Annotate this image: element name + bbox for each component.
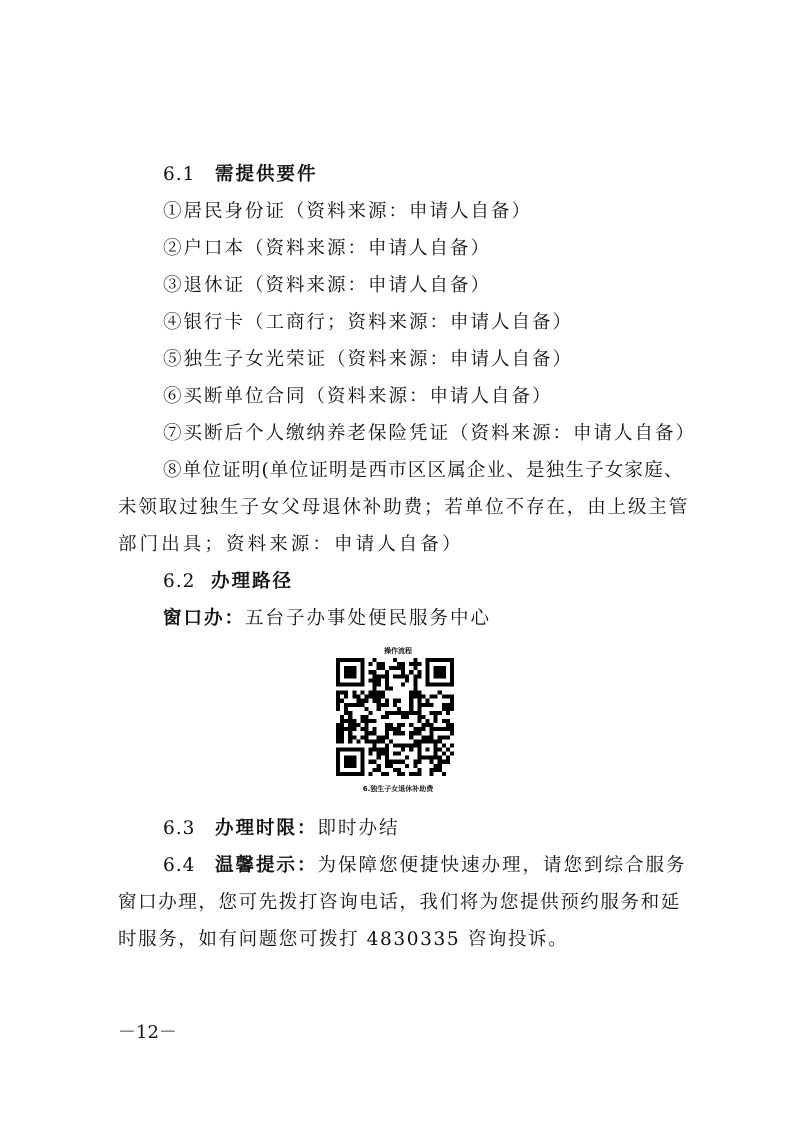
section-6-4-line1	[0, 854, 793, 878]
window-text: 五台子办事处便民服务中心	[245, 608, 492, 629]
time-limit-label: 办理时限：	[215, 818, 318, 839]
list-item: ⑦买断后个人缴纳养老保险凭证（资料来源：申请人自备）	[163, 423, 697, 444]
section-6-3-line	[0, 817, 793, 841]
list-item: ⑥买断单位合同（资料来源：申请人自备）	[163, 386, 553, 407]
qr-code-image	[336, 658, 454, 776]
qr-caption: 6.独生子女退休补助费	[362, 785, 434, 793]
section-6-1-heading	[0, 163, 793, 187]
tips-text-line2: 窗口办理，您可先拨打咨询电话，我们将为您提供预约服务和延	[118, 892, 681, 913]
list-item-8-line1: ⑧单位证明(单位证明是西市区区属企业、是独生子女家庭、	[163, 460, 684, 481]
tips-label: 温馨提示：	[215, 855, 318, 876]
page-number: －12－	[118, 1022, 177, 1043]
qr-block	[336, 646, 460, 794]
section-title: 需提供要件	[215, 164, 318, 185]
list-item-8-line2: 未领取过独生子女父母退休补助费；若单位不存在，由上级主管	[118, 497, 690, 518]
list-item: ①居民身份证（资料来源：申请人自备）	[163, 201, 533, 222]
section-number: 6.2	[163, 571, 196, 592]
list-item: ④银行卡（工商行；资料来源：申请人自备）	[163, 312, 574, 333]
list-item-8-line3: 部门出具；资料来源：申请人自备）	[118, 534, 464, 555]
section-6-2-heading	[0, 570, 793, 594]
list-item: ③退休证（资料来源：申请人自备）	[163, 275, 492, 296]
tips-text-line1: 为保障您便捷快速办理，请您到综合服务	[317, 855, 687, 876]
window-label: 窗口办：	[163, 608, 246, 629]
section-title: 办理路径	[211, 571, 294, 592]
section-number: 6.1	[163, 164, 196, 185]
section-number: 6.3	[163, 818, 196, 839]
list-item: ②户口本（资料来源：申请人自备）	[163, 238, 492, 259]
section-number: 6.4	[163, 855, 196, 876]
qr-title: 操作流程	[384, 647, 412, 655]
time-limit-text: 即时办结	[317, 818, 400, 839]
list-item: ⑤独生子女光荣证（资料来源：申请人自备）	[163, 349, 574, 370]
tips-text-line3: 时服务，如有问题您可拨打 4830335 咨询投诉。	[118, 929, 569, 950]
window-service-line	[0, 607, 793, 631]
